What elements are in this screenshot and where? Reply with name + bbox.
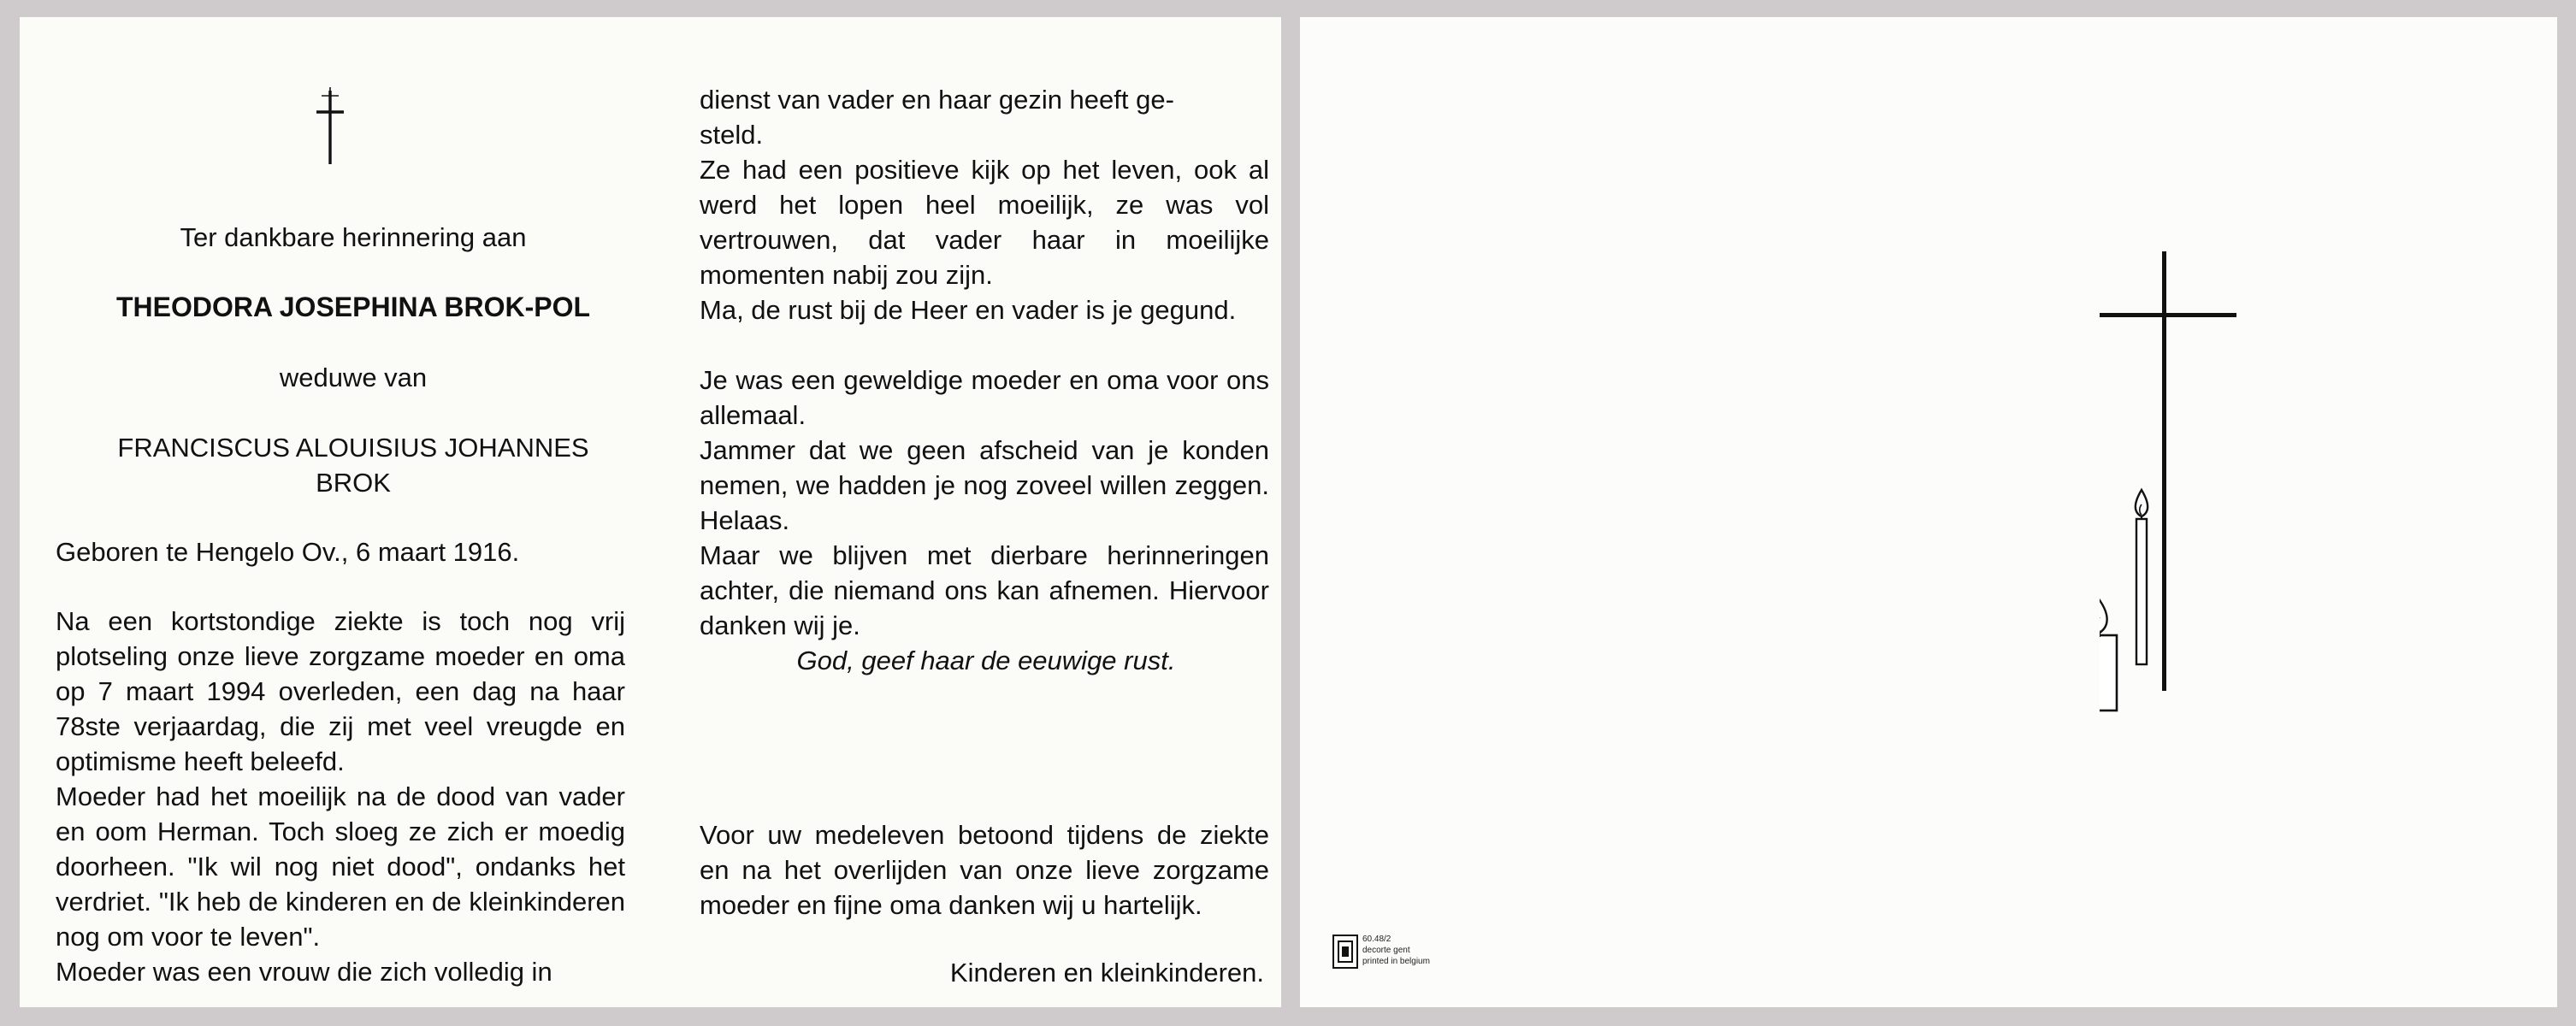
husband-name-line2: BROK: [316, 468, 391, 498]
memorial-heading: Ter dankbare herinnering aan: [180, 222, 527, 252]
obituary-paragraph-2: Moeder had het moeilijk na de dood van vader en oom Herman. Toch sloeg ze zich er moedig doorheen. "Ik wil nog niet dood", ondanks het verdriet. "Ik heb de kinderen en de kleinkinderen nog om voor te leven".: [56, 781, 625, 952]
widow-of-label: weduwe van: [279, 363, 428, 392]
husband-name-line1: FRANCISCUS ALOUISIUS JOHANNES: [117, 433, 589, 463]
obituary-paragraph-3: Moeder was een vrouw die zich volledig in: [56, 957, 552, 987]
obituary-paragraph-7: Jammer dat we geen afscheid van je konden nemen, we hadden je nog zoveel willen zeggen. Helaas.: [700, 435, 1269, 535]
cross-with-candles-icon: [2100, 231, 2305, 727]
card-inner-spread: [20, 17, 1281, 1007]
small-cross-icon: [312, 86, 348, 169]
continued-line-1: dienst van vader en haar gezin heeft ge-: [700, 85, 1174, 115]
deceased-name: THEODORA JOSEPHINA BROK-POL: [115, 292, 591, 322]
family-signature: Kinderen en kleinkinderen.: [949, 958, 1264, 988]
obituary-paragraph-6: Je was een geweldige moeder en oma voor ons allemaal.: [700, 365, 1269, 430]
printer-code: 60.48/2: [1362, 935, 1391, 944]
obituary-paragraph-4: Ze had een positieve kijk op het leven, ook al werd het lopen heel moeilijk, ze was vol vertrouwen, dat vader haar in moeilijke momenten nabij zou zijn.: [700, 155, 1269, 290]
thanks-paragraph: Voor uw medeleven betoond tijdens de ziekte en na het overlijden van onze lieve zorgzame moeder en fijne oma danken wij u hartelijk.: [700, 820, 1269, 920]
obituary-paragraph-5: Ma, de rust bij de Heer en vader is je gegund.: [700, 295, 1237, 325]
card-front-page: [1300, 17, 2557, 1007]
obituary-paragraph-1: Na een kortstondige ziekte is toch nog vrij plotseling onze lieve zorgzame moeder en oma op 7 maart 1994 overleden, een dag na haar 78ste verjaardag, die zij met veel vreugde en optimisme heeft beleefd.: [56, 606, 625, 776]
printer-logo-icon: [1332, 935, 1358, 969]
prayer-line: God, geef haar de eeuwige rust.: [796, 646, 1176, 675]
continued-line-2: steld.: [700, 120, 764, 150]
printer-note: printed in belgium: [1362, 957, 1430, 966]
birth-date-text: Geboren te Hengelo Ov., 6 maart 1916.: [56, 537, 520, 567]
obituary-paragraph-8: Maar we blijven met dierbare herinneringen achter, die niemand ons kan afnemen. Hiervoor danken wij je.: [700, 540, 1269, 640]
printer-name: decorte gent: [1362, 946, 1410, 955]
